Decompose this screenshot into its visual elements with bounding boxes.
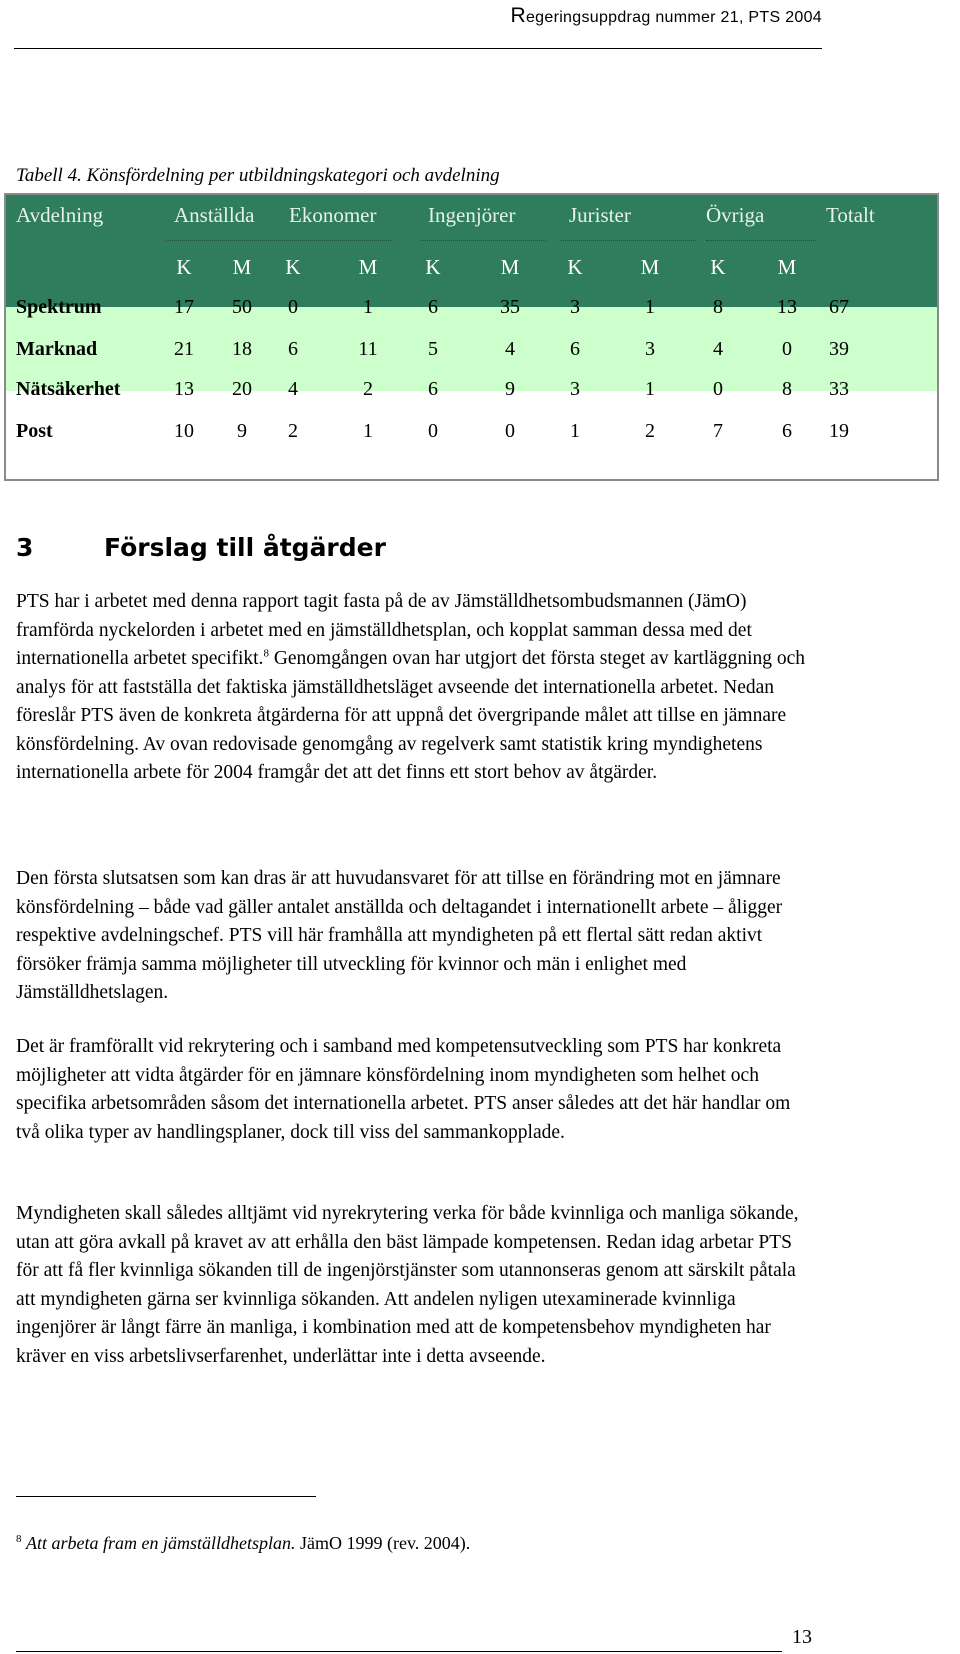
footer-rule <box>16 1651 782 1652</box>
table-cell: 50 <box>232 296 252 318</box>
header-rule <box>14 48 822 49</box>
footnote-rule <box>16 1496 316 1497</box>
paragraph-1 <box>16 588 816 788</box>
paragraph-3: Det är framförallt vid rekrytering och i samband med kompetensutveckling som PTS har konkreta möjligheter att vidta åtgärder för en jämnare könsfördelning inom myndigheten som helhet och specifika arbetsområden såsom det internationella arbetet. PTS anser således att det här handlar om två olika typer av handlingsplaner, dock till viss del sammankopplade. <box>16 1036 791 1143</box>
running-header-text: egeringsuppdrag nummer 21, PTS 2004 <box>525 9 822 26</box>
table-cell: 2 <box>645 420 655 442</box>
page-number: 13 <box>792 1626 812 1648</box>
table-cell: 0 <box>505 420 515 442</box>
table-cell: 8 <box>713 296 723 318</box>
footnote-title: Att arbeta fram en jämställdhetsplan. <box>26 1533 296 1553</box>
table-cell: 4 <box>505 338 515 360</box>
table-cell-total: 67 <box>829 296 849 318</box>
subheader-k: K <box>567 255 583 279</box>
running-header <box>511 4 822 28</box>
subheader-k: K <box>425 255 441 279</box>
table-cell: 2 <box>288 420 298 442</box>
subheader-m: M <box>640 255 660 279</box>
table-cell: 17 <box>174 296 194 318</box>
subheader-m: M <box>777 255 797 279</box>
table-cell: 35 <box>500 296 520 318</box>
header-separator <box>421 240 546 241</box>
table-cell: 6 <box>428 296 438 318</box>
table-cell: 1 <box>363 296 373 318</box>
header-totalt: Totalt <box>826 203 875 227</box>
table-cell: 3 <box>570 378 580 400</box>
row-label-natsakerhet: Nätsäkerhet <box>16 378 121 400</box>
section-heading <box>16 533 386 562</box>
table-cell: 0 <box>782 338 792 360</box>
subheader-k: K <box>285 255 301 279</box>
table-cell: 9 <box>237 420 247 442</box>
subheader-m: M <box>500 255 520 279</box>
running-header-initial: R <box>510 4 526 27</box>
header-jurister: Jurister <box>569 203 631 227</box>
table-caption: Tabell 4. Könsfördelning per utbildningskategori och avdelning <box>16 165 500 186</box>
paragraph-1-text-b: Genomgången ovan har utgjort det första steget av kartläggning och analys för att fastställa det faktiska jämställdhetsläget avseende det internationella arbetet. Nedan föreslår PTS även de konkreta åtgärderna för att uppnå det övergripande målet att tillse en jämnare könsfördelning. Av ovan redovisade genomgång av regelverk samt statistik kring myndighetens internationella arbete för 2004 framgår det att det finns ett stort behov av åtgärder. <box>16 648 806 783</box>
table-cell: 21 <box>174 338 194 360</box>
section-number: 3 <box>16 533 34 562</box>
table-cell: 3 <box>570 296 580 318</box>
table-cell: 13 <box>174 378 194 400</box>
subheader-m: M <box>358 255 378 279</box>
table-cell: 9 <box>505 378 515 400</box>
table-cell: 1 <box>645 296 655 318</box>
table-cell: 20 <box>232 378 252 400</box>
table-cell: 1 <box>363 420 373 442</box>
table-cell: 2 <box>363 378 373 400</box>
table-cell: 1 <box>645 378 655 400</box>
row-label-post: Post <box>16 420 53 442</box>
subheader-m: M <box>232 255 252 279</box>
table-cell: 0 <box>428 420 438 442</box>
table-cell: 0 <box>288 296 298 318</box>
header-ekonomer: Ekonomer <box>289 203 377 227</box>
table-cell-total: 19 <box>829 420 849 442</box>
header-anstallda: Anställda <box>174 203 255 227</box>
section-title-text: Förslag till åtgärder <box>104 533 386 562</box>
header-ingenjorer: Ingenjörer <box>428 203 516 227</box>
row-label-spektrum: Spektrum <box>16 296 102 318</box>
table-cell: 8 <box>782 378 792 400</box>
table-cell: 5 <box>428 338 438 360</box>
table-cell-total: 33 <box>829 378 849 400</box>
table-cell: 4 <box>713 338 723 360</box>
table-cell: 0 <box>713 378 723 400</box>
paragraph-4: Myndigheten skall således alltjämt vid nyrekrytering verka för både kvinnliga och manliga sökande, utan att göra avkall på kravet av att erhålla den bäst lämpade kompetensen. Redan idag arbetar PTS för att få fler kvinnliga sökanden till de ingenjörstjänster som utannonseras genom att särskilt påtala att myndigheten gärna ser kvinnliga sökanden. Att andelen nyligen utexaminerade kvinnliga ingenjörer är långt färre än manliga, i kombination med att de kompetensbehov myndigheten har kräver en viss arbetslivserfarenhet, underlättar inte i detta avseende. <box>16 1203 799 1367</box>
table-cell: 18 <box>232 338 252 360</box>
subheader-k: K <box>176 255 192 279</box>
table-cell: 11 <box>358 338 378 360</box>
table-cell: 6 <box>288 338 298 360</box>
header-separator <box>166 240 391 241</box>
header-avdelning: Avdelning <box>16 203 104 227</box>
table-cell: 6 <box>570 338 580 360</box>
data-table <box>4 193 939 481</box>
table-cell: 7 <box>713 420 723 442</box>
table-cell: 3 <box>645 338 655 360</box>
table-cell: 6 <box>428 378 438 400</box>
table-cell: 13 <box>777 296 797 318</box>
header-separator <box>561 240 696 241</box>
paragraph-2: Den första slutsatsen som kan dras är att huvudansvaret för att tillse en förändring mot en jämnare könsfördelning – både vad gäller antalet anställda och deltagandet i internationellt arbete – åligger respektive avdelningschef. PTS vill här framhålla att myndigheten på ett flertal sätt redan aktivt försöker främja samma möjligheter till utveckling för kvinnor och män i enlighet med Jämställdhetslagen. <box>16 868 783 1003</box>
footnote <box>16 1533 470 1554</box>
table-cell: 4 <box>288 378 298 400</box>
header-ovriga: Övriga <box>706 203 765 227</box>
footnote-source: JämO 1999 (rev. 2004). <box>295 1533 471 1553</box>
table-cell: 10 <box>174 420 194 442</box>
header-separator <box>706 240 816 241</box>
table-cell: 6 <box>782 420 792 442</box>
paragraph-1-text-a: PTS har i arbetet med denna rapport tagit fasta på de av Jämställdhetsombudsmannen (JämO) framförda nyckelorden i arbetet med en jämställdhetsplan, och kopplat samman dessa med det internationella arbetet specifikt. <box>16 591 752 669</box>
table-cell-total: 39 <box>829 338 849 360</box>
row-label-marknad: Marknad <box>16 338 98 360</box>
footnote-number: 8 <box>16 1533 22 1545</box>
table-cell: 1 <box>570 420 580 442</box>
subheader-k: K <box>710 255 726 279</box>
footnote-reference[interactable]: 8 <box>263 647 269 660</box>
